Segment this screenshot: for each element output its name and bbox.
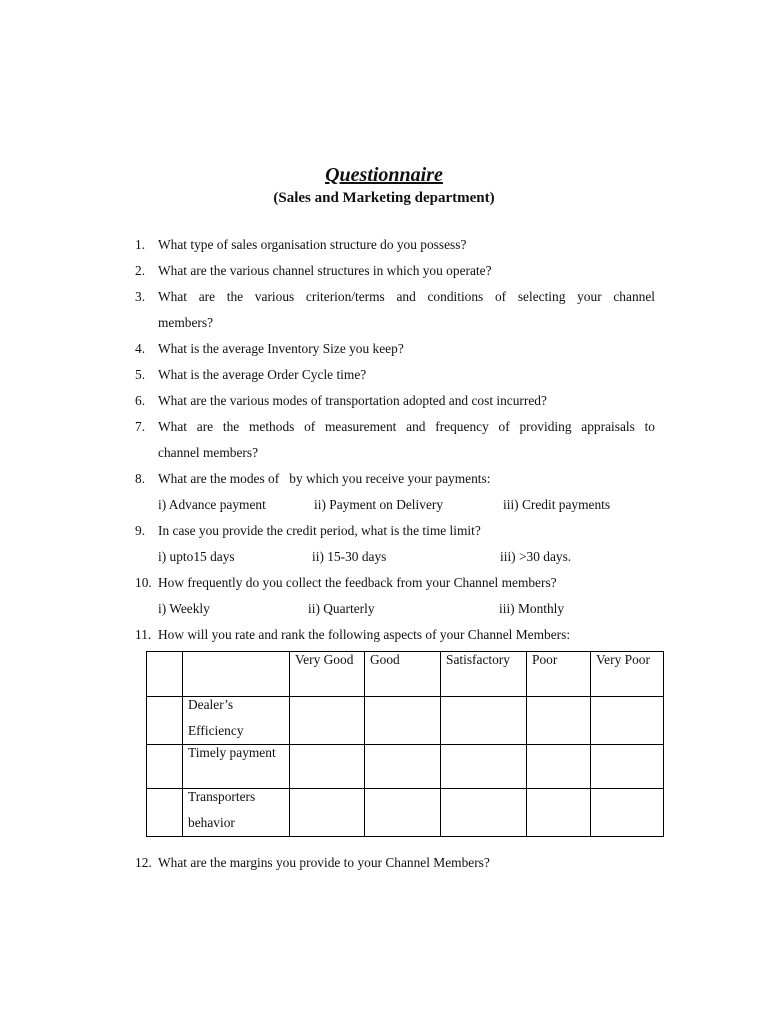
rank-cell[interactable] <box>147 745 183 789</box>
header-very-good <box>290 652 365 697</box>
rating-cell-good[interactable] <box>365 745 441 789</box>
header-poor <box>527 652 591 697</box>
option-3: iii) Monthly <box>499 601 565 616</box>
rating-cell-very-good[interactable] <box>290 789 365 837</box>
option-3: iii) >30 days. <box>500 549 572 564</box>
rating-cell-satisfactory[interactable] <box>441 789 527 837</box>
question-text: How will you rate and rank the following aspects of your Channel Members: <box>158 627 571 642</box>
aspect-cell <box>183 745 290 789</box>
rank-cell[interactable] <box>147 789 183 837</box>
rating-cell-good[interactable] <box>365 789 441 837</box>
option-2: ii) 15-30 days <box>312 549 387 564</box>
question-text: What are the methods of measurement and frequency of providing appraisals to <box>158 419 655 434</box>
rating-table <box>146 651 664 837</box>
question-text-continued: members? <box>158 315 214 330</box>
header-label: Very Good <box>295 652 354 667</box>
question-text: What are the various modes of transportation adopted and cost incurred? <box>158 393 547 408</box>
question-number: 8. <box>135 471 146 486</box>
page-title: Questionnaire <box>325 164 443 186</box>
table-row <box>147 745 664 789</box>
rating-cell-very-good[interactable] <box>290 745 365 789</box>
aspect-label: Transporters behavior <box>188 789 256 830</box>
header-very-poor <box>591 652 664 697</box>
question-number: 7. <box>135 419 146 434</box>
header-satisfactory <box>441 652 527 697</box>
question-number: 3. <box>135 289 146 304</box>
header-label: Very Poor <box>596 652 650 667</box>
question-text: What are the modes of by which you receive your payments: <box>158 471 491 486</box>
rating-cell-poor[interactable] <box>527 697 591 745</box>
question-number: 10. <box>135 575 152 590</box>
option-2: ii) Payment on Delivery <box>314 497 444 512</box>
option-1: i) upto15 days <box>158 549 235 564</box>
header-good <box>365 652 441 697</box>
rating-cell-very-poor[interactable] <box>591 789 664 837</box>
page-subtitle: (Sales and Marketing department) <box>273 190 495 206</box>
rating-cell-very-good[interactable] <box>290 697 365 745</box>
question-number: 6. <box>135 393 146 408</box>
question-text: What are the various criterion/terms and conditions of selecting your channel <box>158 289 655 304</box>
rank-cell[interactable] <box>147 697 183 745</box>
question-text: What are the various channel structures in which you operate? <box>158 263 492 278</box>
rating-cell-good[interactable] <box>365 697 441 745</box>
table-header-row <box>147 652 664 697</box>
question-number: 5. <box>135 367 146 382</box>
question-text: What is the average Inventory Size you keep? <box>158 341 404 356</box>
question-number: 12. <box>135 855 152 870</box>
header-label: Good <box>370 652 400 667</box>
question-text: In case you provide the credit period, what is the time limit? <box>158 523 481 538</box>
option-1: i) Weekly <box>158 601 210 616</box>
aspect-cell <box>183 789 290 837</box>
header-cell-aspect <box>183 652 290 697</box>
question-number: 4. <box>135 341 146 356</box>
question-number: 11. <box>135 627 152 642</box>
aspect-label: Dealer’s Efficiency <box>188 697 244 738</box>
rating-cell-satisfactory[interactable] <box>441 745 527 789</box>
rating-cell-satisfactory[interactable] <box>441 697 527 745</box>
rating-cell-very-poor[interactable] <box>591 697 664 745</box>
question-text: What are the margins you provide to your Channel Members? <box>158 855 490 870</box>
rating-cell-poor[interactable] <box>527 745 591 789</box>
question-text: What type of sales organisation structure do you possess? <box>158 237 467 252</box>
table-row <box>147 789 664 837</box>
question-text: What is the average Order Cycle time? <box>158 367 367 382</box>
rating-cell-very-poor[interactable] <box>591 745 664 789</box>
option-3: iii) Credit payments <box>503 497 611 512</box>
question-number: 2. <box>135 263 146 278</box>
aspect-cell <box>183 697 290 745</box>
option-1: i) Advance payment <box>158 497 266 512</box>
rating-cell-poor[interactable] <box>527 789 591 837</box>
table-row <box>147 697 664 745</box>
option-2: ii) Quarterly <box>308 601 375 616</box>
question-number: 9. <box>135 523 146 538</box>
header-cell-blank <box>147 652 183 697</box>
question-text-continued: channel members? <box>158 445 259 460</box>
header-label: Satisfactory <box>446 652 510 667</box>
question-number: 1. <box>135 237 146 252</box>
aspect-label: Timely payment <box>188 745 276 760</box>
question-text: How frequently do you collect the feedback from your Channel members? <box>158 575 557 590</box>
header-label: Poor <box>532 652 558 667</box>
